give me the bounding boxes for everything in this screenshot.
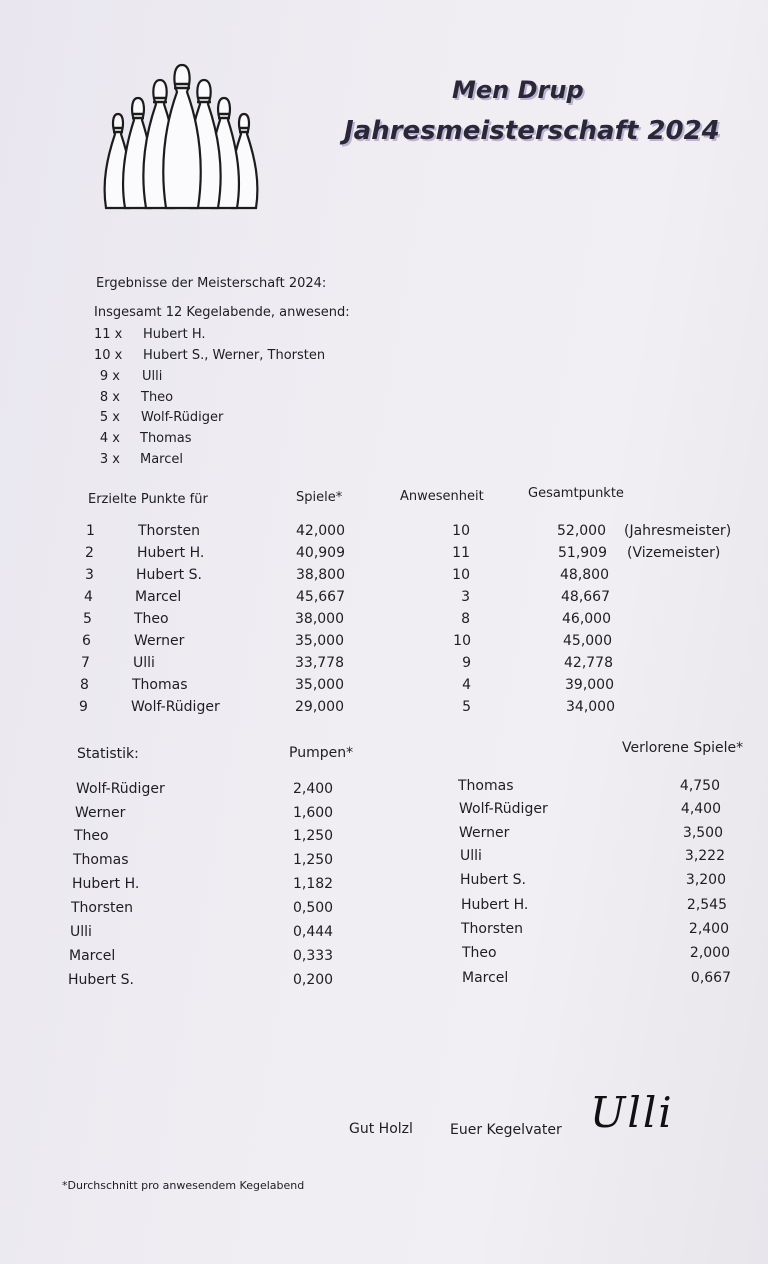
player-name: Thomas [132,677,188,693]
player-name: Marcel [69,948,116,964]
games-value: 35,000 [295,677,344,693]
attendance-names: Ulli [142,369,163,384]
games-value: 42,000 [296,523,345,539]
attendance-count: 11 x [94,327,123,342]
attendance-count: 9 x [99,369,120,384]
total-value: 34,000 [566,699,615,715]
statistics-label: Statistik: [77,746,139,762]
player-name: Hubert H. [137,545,205,561]
lost-games-header: Verlorene Spiele* [622,740,744,756]
player-name: Ulli [70,924,92,940]
total-value: 39,000 [565,677,614,693]
player-name: Hubert S. [136,567,202,583]
rank: 3 [85,567,94,583]
lost-games-row [0,778,768,800]
results-heading: Ergebnisse der Meisterschaft 2024: [96,276,327,291]
player-name: Hubert S. [68,972,134,988]
lost-games-row [0,897,768,919]
attendance-names: Hubert H. [143,327,206,342]
attendance-count: 3 x [99,452,120,467]
lost-games-row [0,848,768,870]
ranking-row [0,655,768,677]
attendance-count: 10 x [94,348,123,363]
pumps-value: 1,250 [293,828,334,844]
ranking-row [0,677,768,699]
total-value: 46,000 [562,611,611,627]
player-name: Thomas [458,778,514,794]
rank-note: (Vizemeister) [627,545,721,561]
attendance-names: Theo [141,390,174,405]
player-name: Theo [134,611,169,627]
ranking-header-attendance: Anwesenheit [400,489,484,504]
player-name: Hubert H. [461,897,529,913]
player-name: Wolf-Rüdiger [76,781,165,797]
attendance-names: Thomas [140,431,192,446]
games-value: 29,000 [295,699,344,715]
lost-games-row [0,921,768,943]
rank: 4 [84,589,93,605]
player-name: Werner [459,825,510,841]
attendance-value: 3 [461,589,470,605]
total-value: 52,000 [557,523,606,539]
player-name: Theo [462,945,497,961]
player-name: Werner [134,633,185,649]
lost-games-value: 3,222 [684,848,725,864]
rank: 2 [85,545,94,561]
rank: 8 [80,677,89,693]
lost-games-value: 0,667 [690,970,731,986]
attendance-count: 8 x [99,390,120,405]
player-name: Marcel [135,589,182,605]
ranking-row [0,589,768,611]
pumps-value: 2,400 [293,781,334,797]
pumps-header: Pumpen* [289,745,354,761]
attendance-value: 9 [462,655,471,671]
player-name: Thorsten [71,900,134,916]
total-value: 48,667 [561,589,610,605]
lost-games-value: 2,545 [686,897,727,913]
lost-games-row [0,945,768,967]
attendance-value: 5 [462,699,471,715]
attendance-value: 8 [461,611,470,627]
pumps-value: 0,333 [293,948,334,964]
player-name: Ulli [460,848,482,864]
player-name: Hubert H. [72,876,140,892]
attendance-names: Marcel [140,452,183,467]
games-value: 38,800 [296,567,345,583]
player-name: Thorsten [461,921,524,937]
attendance-names: Hubert S., Werner, Thorsten [143,348,326,363]
total-value: 51,909 [558,545,607,561]
attendance-heading: Insgesamt 12 Kegelabende, anwesend: [94,305,350,320]
player-name: Thomas [73,852,129,868]
attendance-count: 5 x [99,410,120,425]
attendance-value: 4 [462,677,471,693]
player-name: Thorsten [138,523,201,539]
lost-games-row [0,872,768,894]
ranking-row [0,545,768,567]
player-name: Hubert S. [460,872,526,888]
lost-games-row [0,825,768,847]
attendance-names: Wolf-Rüdiger [141,410,224,425]
lost-games-value: 2,400 [688,921,729,937]
title-line-1: Men Drup [452,76,584,104]
games-value: 38,000 [295,611,344,627]
player-name: Wolf-Rüdiger [131,699,220,715]
games-value: 35,000 [295,633,344,649]
ranking-header-label: Erzielte Punkte für [88,492,208,507]
pumps-value: 1,600 [293,805,334,821]
ranking-row [0,611,768,633]
player-name: Theo [74,828,109,844]
games-value: 45,667 [296,589,345,605]
total-value: 45,000 [563,633,612,649]
player-name: Marcel [462,970,509,986]
games-value: 33,778 [295,655,344,671]
bowling-pins-icon [98,62,264,210]
games-value: 40,909 [296,545,345,561]
total-value: 48,800 [560,567,609,583]
signature: Ulli [590,1088,674,1137]
rank: 9 [79,699,88,715]
lost-games-value: 3,500 [682,825,723,841]
lost-games-value: 4,750 [679,778,720,794]
ranking-row [0,633,768,655]
rank: 1 [86,523,95,539]
lost-games-row [0,970,768,992]
attendance-value: 10 [452,523,470,539]
ranking-row [0,699,768,721]
ranking-row [0,567,768,589]
ranking-header-games: Spiele* [296,490,343,505]
total-value: 42,778 [564,655,613,671]
lost-games-value: 4,400 [680,801,721,817]
player-name: Ulli [133,655,155,671]
pumps-value: 0,500 [293,900,334,916]
attendance-value: 10 [453,633,471,649]
attendance-value: 11 [452,545,470,561]
pumps-value: 0,200 [293,972,334,988]
pumps-value: 0,444 [293,924,334,940]
footnote: *Durchschnitt pro anwesendem Kegelabend [62,1179,305,1192]
pumps-value: 1,182 [293,876,334,892]
title-line-2: Jahresmeisterschaft 2024 [344,116,720,146]
closing-greeting: Gut Holzl [349,1121,413,1137]
rank: 6 [82,633,91,649]
pumps-value: 1,250 [293,852,334,868]
lost-games-value: 2,000 [689,945,730,961]
closing-sender: Euer Kegelvater [450,1122,562,1138]
rank: 7 [81,655,90,671]
player-name: Werner [75,805,126,821]
ranking-header-total: Gesamtpunkte [528,486,624,501]
rank: 5 [83,611,92,627]
attendance-count: 4 x [99,431,120,446]
ranking-row [0,523,768,545]
player-name: Wolf-Rüdiger [459,801,548,817]
lost-games-value: 3,200 [685,872,726,888]
rank-note: (Jahresmeister) [624,523,732,539]
lost-games-row [0,801,768,823]
attendance-value: 10 [452,567,470,583]
